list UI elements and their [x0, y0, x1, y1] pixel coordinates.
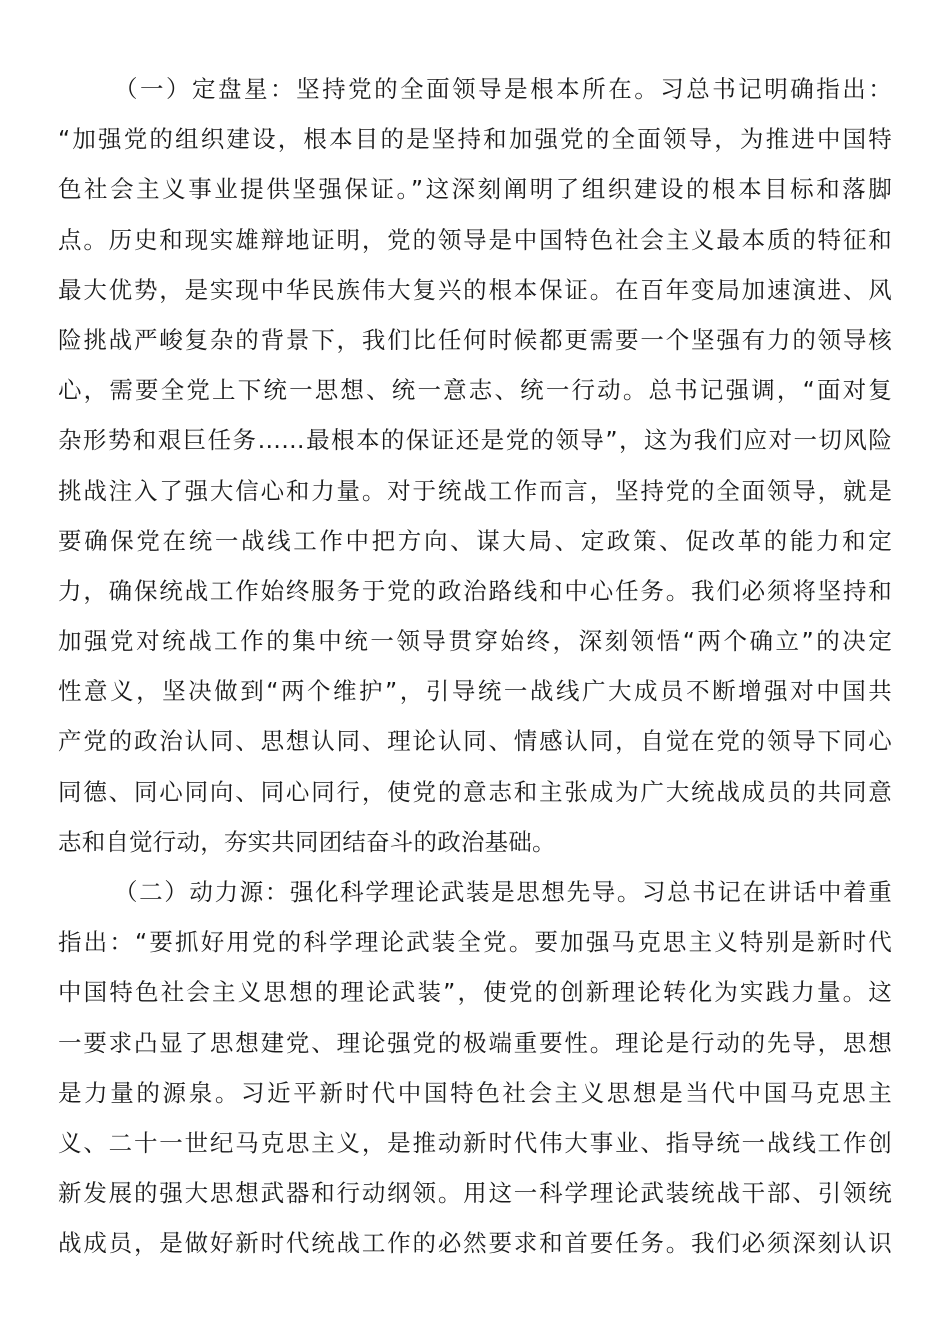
text-line: 力，确保统战工作始终服务于党的政治路线和中心任务。我们必须将坚持和 [58, 576, 892, 605]
document-body [58, 64, 892, 1269]
text-line: 最大优势，是实现中华民族伟大复兴的根本保证。在百年变局加速演进、风 [58, 275, 892, 304]
text-line: 一要求凸显了思想建党、理论强党的极端重要性。理论是行动的先导，思想 [58, 1028, 892, 1057]
text-line: 指出：“要抓好用党的科学理论武装全党。要加强马克思主义特别是新时代 [58, 928, 892, 957]
paragraph-1-heading-line: （一）定盘星：坚持党的全面领导是根本所在。习总书记明确指出： [114, 75, 892, 103]
text-line: 性意义，坚决做到“两个维护”，引导统一战线广大成员不断增强对中国共 [58, 677, 892, 706]
text-line: 杂形势和艰巨任务……最根本的保证还是党的领导”，这为我们应对一切风险 [58, 426, 892, 455]
paragraph-2-heading-line: （二）动力源：强化科学理论武装是思想先导。习总书记在讲话中着重 [114, 878, 892, 906]
text-line: 心，需要全党上下统一思想、统一意志、统一行动。总书记强调，“面对复 [58, 376, 892, 405]
text-line: “加强党的组织建设，根本目的是坚持和加强党的全面领导，为推进中国特 [58, 125, 892, 154]
text-line: 险挑战严峻复杂的背景下，我们比任何时候都更需要一个坚强有力的领导核 [58, 325, 892, 354]
text-line: 加强党对统战工作的集中统一领导贯穿始终，深刻领悟“两个确立”的决定 [58, 627, 892, 656]
paragraph-1-last-line: 志和自觉行动，夯实共同团结奋斗的政治基础。 [58, 827, 556, 856]
text-line: 义、二十一世纪马克思主义，是推动新时代伟大事业、指导统一战线工作创 [58, 1128, 892, 1157]
text-line: 要确保党在统一战线工作中把方向、谋大局、定政策、促改革的能力和定 [58, 526, 892, 555]
text-line: 同德、同心同向、同心同行，使党的意志和主张成为广大统战成员的共同意 [58, 777, 892, 806]
text-line: 点。历史和现实雄辩地证明，党的领导是中国特色社会主义最本质的特征和 [58, 225, 892, 254]
text-line: 战成员，是做好新时代统战工作的必然要求和首要任务。我们必须深刻认识 [58, 1229, 892, 1258]
text-line: 挑战注入了强大信心和力量。对于统战工作而言，坚持党的全面领导，就是 [58, 476, 892, 505]
text-line: 中国特色社会主义思想的理论武装”，使党的创新理论转化为实践力量。这 [58, 978, 892, 1007]
text-line: 产党的政治认同、思想认同、理论认同、情感认同，自觉在党的领导下同心 [58, 727, 892, 756]
text-line: 是力量的源泉。习近平新时代中国特色社会主义思想是当代中国马克思主 [58, 1078, 892, 1107]
text-line: 色社会主义事业提供坚强保证。”这深刻阐明了组织建设的根本目标和落脚 [58, 175, 892, 204]
text-line: 新发展的强大思想武器和行动纲领。用这一科学理论武装统战干部、引领统 [58, 1179, 892, 1208]
